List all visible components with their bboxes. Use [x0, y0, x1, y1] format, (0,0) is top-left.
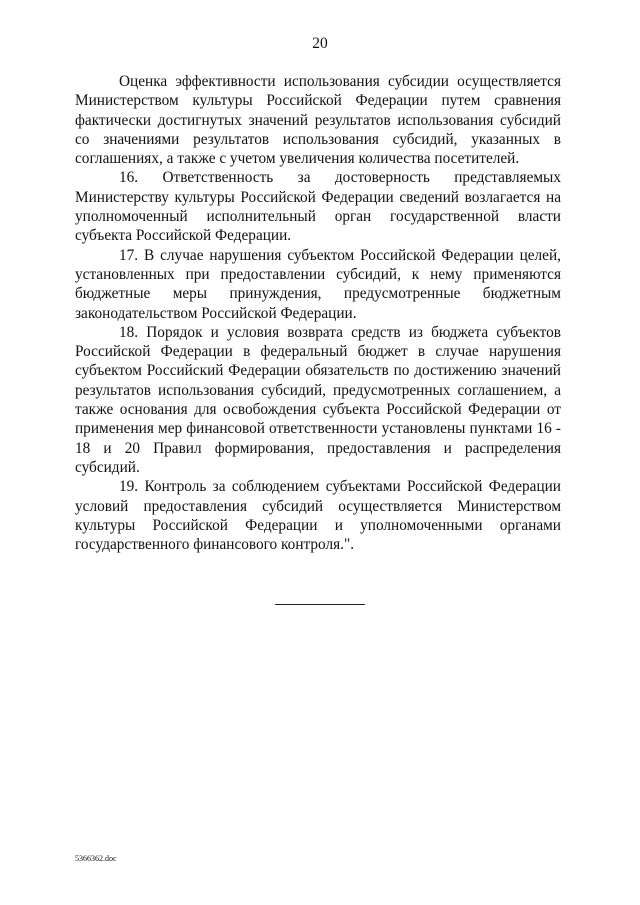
page-number: 20	[312, 35, 328, 52]
document-body	[75, 72, 561, 554]
paragraph-18-refund-procedure: 18. Порядок и условия возврата средств из бюджета субъектов Российской Федерации в федеральный бюджет в случае нарушения субъектом Российский Федерации обязательств по достижению значений результатов использования субсидий, предусмотренных соглашением, а также основания для освобождения субъекта Российской Федерации от применения мер финансовой ответственности установлены пунктами 16 - 18 и 20 Правил формирования, предоставления и распределения субсидий.	[75, 323, 561, 476]
paragraph-17-violation-measures: 17. В случае нарушения субъектом Российской Федерации целей, установленных при предоставлении субсидий, к нему применяются бюджетные меры принуждения, предусмотренные бюджетным законодательством Российской Федерации.	[75, 246, 561, 322]
separator-line	[275, 604, 365, 605]
paragraph-16-responsibility: 16. Ответственность за достоверность представляемых Министерству культуры Российской Федерации сведений возлагается на уполномоченный исполнительный орган государственной власти субъекта Российской Федерации.	[75, 169, 561, 245]
document-file-code: 5366362.doc	[75, 854, 117, 863]
paragraph-efficiency-assessment: Оценка эффективности использования субсидии осуществляется Министерством культуры Российской Федерации путем сравнения фактически достигнутых значений результатов использования субсидий со значениями результатов использования субсидий, указанных в соглашениях, а также с учетом увеличения количества посетителей.	[75, 73, 561, 168]
paragraph-19-control: 19. Контроль за соблюдением субъектами Российской Федерации условий предоставления субсидий осуществляется Министерством культуры Российской Федерации и уполномоченными органами государственного финансового контроля.".	[75, 478, 561, 554]
